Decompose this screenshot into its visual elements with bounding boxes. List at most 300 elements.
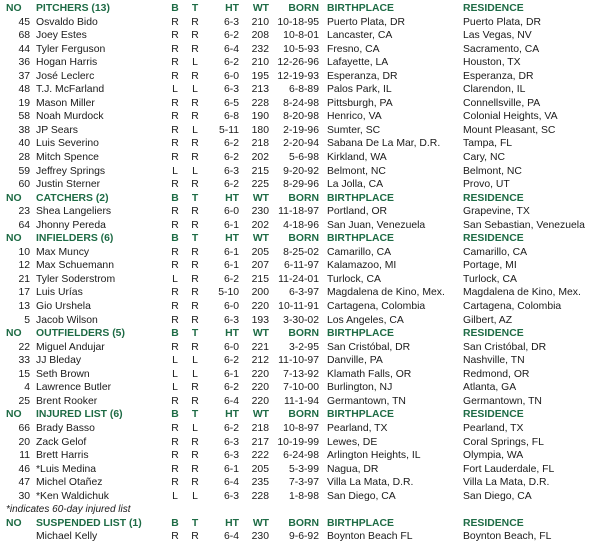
player-t: R bbox=[191, 138, 199, 150]
player-t: R bbox=[191, 111, 199, 123]
column-header-ht: HT bbox=[225, 192, 239, 204]
player-row bbox=[0, 137, 594, 151]
player-t: R bbox=[191, 97, 199, 109]
player-birthplace: Sumter, SC bbox=[327, 124, 381, 136]
column-header-birthplace: BIRTHPLACE bbox=[327, 192, 394, 204]
player-row bbox=[0, 463, 594, 477]
player-no: 19 bbox=[18, 97, 30, 109]
player-t: R bbox=[191, 179, 199, 191]
player-ht: 6-2 bbox=[223, 382, 239, 394]
player-name: Lawrence Butler bbox=[36, 382, 112, 394]
player-no: 4 bbox=[24, 382, 30, 394]
player-residence: Puerto Plata, DR bbox=[463, 16, 541, 28]
player-residence: Grapevine, TX bbox=[463, 206, 530, 218]
column-header-born: BORN bbox=[288, 328, 319, 340]
player-no: 60 bbox=[18, 179, 30, 191]
player-residence: Atlanta, GA bbox=[463, 382, 517, 394]
player-name: José Leclerc bbox=[36, 70, 95, 82]
section-header bbox=[0, 2, 594, 16]
player-row bbox=[0, 178, 594, 192]
player-wt: 190 bbox=[251, 111, 269, 123]
player-no: 36 bbox=[18, 57, 30, 69]
player-residence: Pearland, TX bbox=[463, 422, 524, 434]
player-residence: Camarillo, CA bbox=[463, 246, 528, 258]
player-t: R bbox=[191, 314, 199, 326]
player-birthplace: Kalamazoo, MI bbox=[327, 260, 397, 272]
player-residence: Belmont, NC bbox=[463, 165, 522, 177]
player-no: 17 bbox=[18, 287, 30, 299]
player-birthplace: Arlington Heights, IL bbox=[327, 450, 421, 462]
column-header-wt: WT bbox=[252, 192, 269, 204]
player-birthplace: San Juan, Venezuela bbox=[327, 219, 426, 231]
player-wt: 220 bbox=[251, 382, 269, 394]
player-name: Mitch Spence bbox=[36, 152, 99, 164]
player-born: 7-3-97 bbox=[288, 477, 319, 489]
player-row bbox=[0, 151, 594, 165]
player-row bbox=[0, 246, 594, 260]
player-wt: 220 bbox=[251, 395, 269, 407]
player-row bbox=[0, 530, 594, 544]
column-header-birthplace: BIRTHPLACE bbox=[327, 328, 394, 340]
player-birthplace: Henrico, VA bbox=[327, 111, 382, 123]
player-row bbox=[0, 300, 594, 314]
player-wt: 218 bbox=[251, 138, 269, 150]
player-no: 46 bbox=[18, 463, 30, 475]
player-ht: 6-2 bbox=[223, 152, 239, 164]
player-b: R bbox=[171, 531, 179, 543]
player-residence: Fort Lauderdale, FL bbox=[463, 463, 555, 475]
player-no: 48 bbox=[18, 84, 30, 96]
player-ht: 6-1 bbox=[223, 260, 239, 272]
player-ht: 6-0 bbox=[223, 301, 239, 313]
player-born: 4-18-96 bbox=[283, 219, 319, 231]
player-birthplace: Fresno, CA bbox=[327, 43, 380, 55]
player-ht: 6-2 bbox=[223, 355, 239, 367]
player-no: 30 bbox=[18, 490, 30, 502]
player-b: R bbox=[171, 422, 179, 434]
column-header-no: NO bbox=[6, 3, 22, 14]
player-row bbox=[0, 97, 594, 111]
player-wt: 200 bbox=[251, 287, 269, 299]
player-b: L bbox=[172, 165, 178, 177]
player-t: R bbox=[191, 477, 199, 489]
player-wt: 207 bbox=[251, 260, 269, 272]
player-ht: 6-0 bbox=[223, 206, 239, 218]
player-wt: 208 bbox=[251, 30, 269, 42]
player-residence: Villa La Mata, D.R. bbox=[463, 477, 550, 489]
player-row bbox=[0, 70, 594, 84]
player-b: R bbox=[171, 152, 179, 164]
column-header-no: NO bbox=[6, 517, 22, 529]
player-name: Max Muncy bbox=[36, 246, 90, 258]
player-t: R bbox=[191, 16, 199, 28]
player-wt: 195 bbox=[251, 70, 269, 82]
player-t: R bbox=[191, 30, 199, 42]
player-birthplace: Pittsburgh, PA bbox=[327, 97, 393, 109]
player-ht: 6-4 bbox=[223, 395, 239, 407]
column-header-no: NO bbox=[6, 409, 22, 421]
player-no: 10 bbox=[18, 246, 30, 258]
player-ht: 6-8 bbox=[223, 111, 239, 123]
column-header-wt: WT bbox=[252, 3, 269, 14]
player-ht: 6-2 bbox=[223, 273, 239, 285]
player-no: 33 bbox=[18, 355, 30, 367]
player-wt: 228 bbox=[251, 490, 269, 502]
player-t: R bbox=[191, 206, 199, 218]
player-b: R bbox=[171, 138, 179, 150]
player-no: 15 bbox=[18, 368, 30, 380]
player-no: 28 bbox=[18, 152, 30, 164]
player-b: R bbox=[171, 57, 179, 69]
player-wt: 222 bbox=[251, 450, 269, 462]
player-ht: 6-3 bbox=[223, 490, 239, 502]
player-born: 8-24-98 bbox=[283, 97, 319, 109]
player-name: Hogan Harris bbox=[36, 57, 98, 69]
player-row bbox=[0, 16, 594, 30]
player-ht: 6-3 bbox=[223, 84, 239, 96]
player-t: R bbox=[191, 382, 199, 394]
player-ht: 6-2 bbox=[223, 138, 239, 150]
player-name: Seth Brown bbox=[36, 368, 90, 380]
player-name: Max Schuemann bbox=[36, 260, 114, 272]
player-name: *Ken Waldichuk bbox=[36, 490, 109, 502]
player-ht: 6-1 bbox=[223, 463, 239, 475]
player-residence: Portage, MI bbox=[463, 260, 517, 272]
section-title: SUSPENDED LIST (1) bbox=[36, 517, 142, 529]
player-b: R bbox=[171, 111, 179, 123]
player-b: R bbox=[171, 206, 179, 218]
player-ht: 6-5 bbox=[223, 97, 239, 109]
player-born: 11-1-94 bbox=[283, 395, 319, 407]
player-residence: Houston, TX bbox=[463, 57, 521, 69]
player-no: 40 bbox=[18, 138, 30, 150]
column-header-no: NO bbox=[6, 192, 22, 204]
player-wt: 230 bbox=[251, 531, 269, 543]
player-row bbox=[0, 436, 594, 450]
column-header-b: B bbox=[171, 409, 179, 421]
player-born: 3-30-02 bbox=[283, 314, 319, 326]
player-born: 6-24-98 bbox=[283, 450, 319, 462]
section-header bbox=[0, 192, 594, 206]
player-name: Jacob Wilson bbox=[36, 314, 98, 326]
player-born: 12-26-96 bbox=[277, 57, 319, 69]
player-no: 25 bbox=[18, 395, 30, 407]
column-header-ht: HT bbox=[225, 3, 239, 14]
player-name: Justin Sterner bbox=[36, 179, 101, 191]
player-no: 45 bbox=[18, 16, 30, 28]
player-row bbox=[0, 354, 594, 368]
player-born: 6-3-97 bbox=[288, 287, 319, 299]
player-wt: 215 bbox=[251, 273, 269, 285]
player-residence: Clarendon, IL bbox=[463, 84, 526, 96]
player-name: Jhonny Pereda bbox=[36, 219, 106, 231]
column-header-born: BORN bbox=[288, 192, 319, 204]
column-header-t: T bbox=[191, 233, 199, 245]
player-no: 44 bbox=[18, 43, 30, 55]
player-wt: 213 bbox=[251, 84, 269, 96]
player-born: 6-11-97 bbox=[283, 260, 319, 272]
player-birthplace: Lafayette, LA bbox=[327, 57, 389, 69]
player-t: R bbox=[191, 531, 199, 543]
column-header-wt: WT bbox=[252, 517, 269, 529]
player-ht: 6-0 bbox=[223, 341, 239, 353]
footnote-text: *indicates 60-day injured list bbox=[6, 504, 131, 516]
player-b: R bbox=[171, 450, 179, 462]
section-title: INFIELDERS (6) bbox=[36, 233, 114, 245]
column-header-born: BORN bbox=[288, 409, 319, 421]
player-row bbox=[0, 395, 594, 409]
player-wt: 193 bbox=[251, 314, 269, 326]
column-header-b: B bbox=[171, 3, 179, 14]
player-residence: San Cristóbal, DR bbox=[463, 341, 547, 353]
player-born: 10-8-01 bbox=[283, 30, 319, 42]
player-birthplace: Lancaster, CA bbox=[327, 30, 393, 42]
player-birthplace: Pearland, TX bbox=[327, 422, 388, 434]
player-ht: 6-3 bbox=[223, 165, 239, 177]
player-b: R bbox=[171, 70, 179, 82]
player-birthplace: Lewes, DE bbox=[327, 436, 378, 448]
player-no: 47 bbox=[18, 477, 30, 489]
player-b: L bbox=[172, 382, 178, 394]
section-title: PITCHERS (13) bbox=[36, 3, 110, 14]
player-wt: 225 bbox=[251, 179, 269, 191]
player-wt: 221 bbox=[251, 341, 269, 353]
player-residence: Nashville, TN bbox=[463, 355, 525, 367]
column-header-born: BORN bbox=[288, 517, 319, 529]
column-header-ht: HT bbox=[225, 328, 239, 340]
player-no: 22 bbox=[18, 341, 30, 353]
player-residence: Connellsville, PA bbox=[463, 97, 541, 109]
player-row bbox=[0, 110, 594, 124]
player-ht: 6-4 bbox=[223, 531, 239, 543]
player-t: L bbox=[192, 84, 198, 96]
player-name: JP Sears bbox=[36, 124, 78, 136]
player-born: 3-2-95 bbox=[288, 341, 319, 353]
player-row bbox=[0, 83, 594, 97]
section-title: INJURED LIST (6) bbox=[36, 409, 123, 421]
player-row bbox=[0, 273, 594, 287]
player-born: 8-20-98 bbox=[283, 111, 319, 123]
player-birthplace: Palos Park, IL bbox=[327, 84, 392, 96]
player-ht: 6-3 bbox=[223, 314, 239, 326]
player-no: 66 bbox=[18, 422, 30, 434]
player-t: L bbox=[192, 422, 198, 434]
column-header-b: B bbox=[171, 517, 179, 529]
player-no: 23 bbox=[18, 206, 30, 218]
player-born: 11-24-01 bbox=[278, 273, 319, 285]
player-birthplace: Turlock, CA bbox=[327, 273, 381, 285]
player-ht: 6-2 bbox=[223, 30, 239, 42]
player-residence: Tampa, FL bbox=[463, 138, 513, 150]
player-t: R bbox=[191, 260, 199, 272]
player-ht: 6-3 bbox=[223, 450, 239, 462]
player-no: 21 bbox=[18, 273, 30, 285]
player-residence: Sacramento, CA bbox=[463, 43, 540, 55]
player-name: Michael Kelly bbox=[36, 531, 98, 543]
player-t: R bbox=[191, 70, 199, 82]
player-b: R bbox=[171, 314, 179, 326]
player-no: 58 bbox=[18, 111, 30, 123]
column-header-b: B bbox=[171, 233, 179, 245]
player-wt: 220 bbox=[251, 301, 269, 313]
player-no: 38 bbox=[18, 124, 30, 136]
player-row bbox=[0, 422, 594, 436]
player-wt: 218 bbox=[251, 422, 269, 434]
section-header bbox=[0, 517, 594, 531]
player-t: R bbox=[191, 273, 199, 285]
player-born: 8-25-02 bbox=[283, 246, 319, 258]
player-born: 10-5-93 bbox=[283, 43, 319, 55]
player-ht: 5-10 bbox=[218, 287, 239, 299]
player-birthplace: Cartagena, Colombia bbox=[327, 301, 426, 313]
player-row bbox=[0, 205, 594, 219]
player-birthplace: Nagua, DR bbox=[327, 463, 379, 475]
player-row bbox=[0, 165, 594, 179]
player-row bbox=[0, 381, 594, 395]
player-b: R bbox=[171, 43, 179, 55]
player-t: R bbox=[191, 287, 199, 299]
player-born: 5-3-99 bbox=[288, 463, 319, 475]
player-residence: Germantown, TN bbox=[463, 395, 542, 407]
column-header-birthplace: BIRTHPLACE bbox=[327, 517, 394, 529]
player-born: 2-20-94 bbox=[283, 138, 319, 150]
player-birthplace: Sabana De La Mar, D.R. bbox=[327, 138, 441, 150]
player-wt: 230 bbox=[251, 206, 269, 218]
player-no: 5 bbox=[24, 314, 30, 326]
player-born: 6-8-89 bbox=[288, 84, 319, 96]
column-header-t: T bbox=[191, 517, 199, 529]
column-header-b: B bbox=[171, 192, 179, 204]
player-row bbox=[0, 286, 594, 300]
column-header-t: T bbox=[191, 328, 199, 340]
player-t: R bbox=[191, 219, 199, 231]
player-b: R bbox=[171, 477, 179, 489]
player-born: 11-18-97 bbox=[278, 206, 319, 218]
column-header-ht: HT bbox=[225, 233, 239, 245]
player-b: L bbox=[172, 490, 178, 502]
player-birthplace: Portland, OR bbox=[327, 206, 388, 218]
player-b: R bbox=[171, 287, 179, 299]
player-ht: 5-11 bbox=[218, 124, 239, 136]
player-b: R bbox=[171, 16, 179, 28]
player-residence: Cartagena, Colombia bbox=[463, 301, 562, 313]
column-header-no: NO bbox=[6, 328, 22, 340]
column-header-t: T bbox=[191, 3, 199, 14]
player-name: JJ Bleday bbox=[36, 355, 82, 367]
player-row bbox=[0, 219, 594, 233]
player-t: L bbox=[192, 355, 198, 367]
player-birthplace: Kirkland, WA bbox=[327, 152, 387, 164]
player-born: 2-19-96 bbox=[283, 124, 319, 136]
player-residence: Gilbert, AZ bbox=[463, 314, 513, 326]
player-residence: Turlock, CA bbox=[463, 273, 517, 285]
player-born: 7-10-00 bbox=[283, 382, 319, 394]
player-t: R bbox=[191, 341, 199, 353]
player-wt: 232 bbox=[251, 43, 269, 55]
player-t: R bbox=[191, 301, 199, 313]
section-title: CATCHERS (2) bbox=[36, 192, 109, 204]
player-ht: 6-2 bbox=[223, 179, 239, 191]
player-b: L bbox=[172, 84, 178, 96]
player-residence: San Diego, CA bbox=[463, 490, 532, 502]
player-birthplace: Boynton Beach FL bbox=[327, 531, 413, 543]
player-b: R bbox=[171, 219, 179, 231]
section-header bbox=[0, 408, 594, 422]
column-header-ht: HT bbox=[225, 517, 239, 529]
player-born: 10-8-97 bbox=[283, 422, 319, 434]
player-no: 64 bbox=[18, 219, 30, 231]
player-row bbox=[0, 124, 594, 138]
player-birthplace: Esperanza, DR bbox=[327, 70, 398, 82]
player-t: R bbox=[191, 463, 199, 475]
player-name: Tyler Ferguson bbox=[36, 43, 106, 55]
player-name: Shea Langeliers bbox=[36, 206, 112, 218]
player-birthplace: Camarillo, CA bbox=[327, 246, 392, 258]
player-birthplace: Danville, PA bbox=[327, 355, 383, 367]
column-header-residence: RESIDENCE bbox=[463, 409, 524, 421]
player-ht: 6-2 bbox=[223, 57, 239, 69]
player-wt: 215 bbox=[251, 165, 269, 177]
player-row bbox=[0, 490, 594, 504]
player-ht: 6-1 bbox=[223, 246, 239, 258]
section-header bbox=[0, 327, 594, 341]
column-header-t: T bbox=[191, 192, 199, 204]
player-born: 11-10-97 bbox=[278, 355, 319, 367]
player-wt: 205 bbox=[251, 463, 269, 475]
player-t: L bbox=[192, 368, 198, 380]
player-birthplace: Germantown, TN bbox=[327, 395, 406, 407]
player-name: Mason Miller bbox=[36, 97, 95, 109]
player-name: Miguel Andujar bbox=[36, 341, 105, 353]
player-ht: 6-2 bbox=[223, 422, 239, 434]
player-wt: 220 bbox=[251, 368, 269, 380]
player-residence: Esperanza, DR bbox=[463, 70, 534, 82]
player-b: R bbox=[171, 30, 179, 42]
footnote bbox=[0, 503, 594, 517]
player-wt: 235 bbox=[251, 477, 269, 489]
column-header-ht: HT bbox=[225, 409, 239, 421]
player-no: 13 bbox=[18, 301, 30, 313]
player-residence: San Sebastian, Venezuela bbox=[463, 219, 585, 231]
player-residence: Boynton Beach, FL bbox=[463, 531, 552, 543]
player-wt: 210 bbox=[251, 57, 269, 69]
column-header-born: BORN bbox=[288, 233, 319, 245]
player-birthplace: Burlington, NJ bbox=[327, 382, 393, 394]
player-row bbox=[0, 29, 594, 43]
player-t: R bbox=[191, 450, 199, 462]
player-row bbox=[0, 314, 594, 328]
player-t: L bbox=[192, 165, 198, 177]
player-name: Gio Urshela bbox=[36, 301, 91, 313]
player-name: Luis Severino bbox=[36, 138, 99, 150]
player-birthplace: La Jolla, CA bbox=[327, 179, 384, 191]
player-residence: Colonial Heights, VA bbox=[463, 111, 558, 123]
player-born: 8-29-96 bbox=[283, 179, 319, 191]
player-residence: Magdalena de Kino, Mex. bbox=[463, 287, 581, 299]
column-header-b: B bbox=[171, 328, 179, 340]
player-wt: 228 bbox=[251, 97, 269, 109]
player-birthplace: San Diego, CA bbox=[327, 490, 396, 502]
player-name: Joey Estes bbox=[36, 30, 87, 42]
player-b: L bbox=[172, 368, 178, 380]
player-name: Luis Urías bbox=[36, 287, 83, 299]
player-b: L bbox=[172, 273, 178, 285]
player-residence: Redmond, OR bbox=[463, 368, 530, 380]
player-no: 12 bbox=[18, 260, 30, 272]
player-b: R bbox=[171, 246, 179, 258]
column-header-residence: RESIDENCE bbox=[463, 328, 524, 340]
player-name: Tyler Soderstrom bbox=[36, 273, 116, 285]
